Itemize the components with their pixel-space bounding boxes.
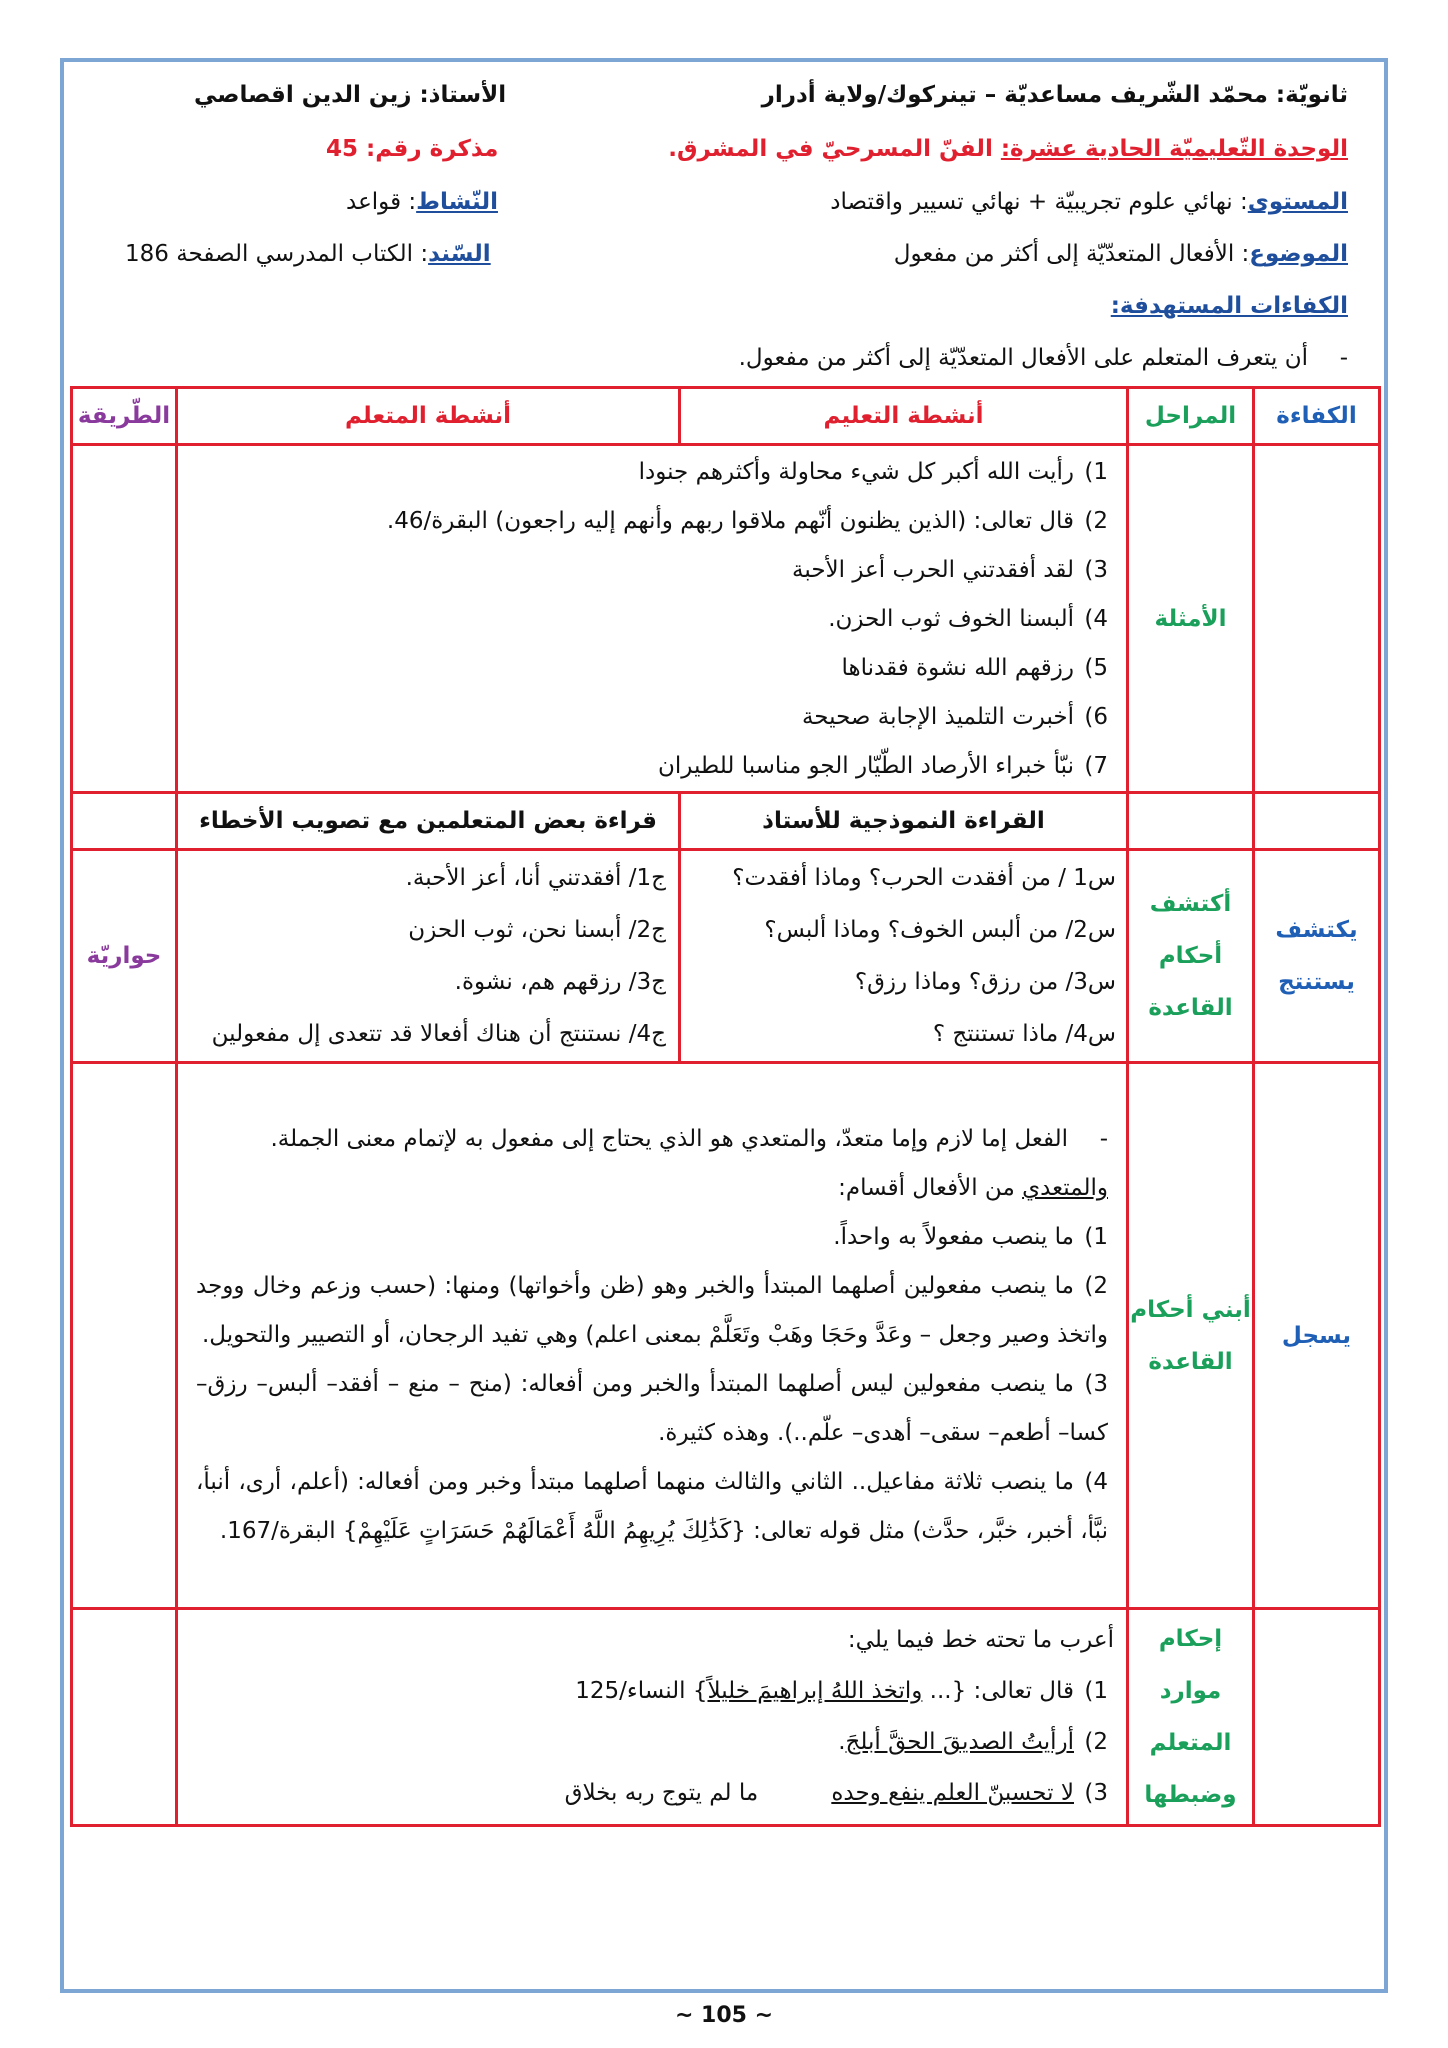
level-value: : نهائي علوم تجريبيّة + نهائي تسيير واقتصاد	[830, 189, 1248, 215]
examples-stage: الأمثلة	[1128, 445, 1254, 793]
competencies-label: الكفاءات المستهدفة:	[1110, 293, 1348, 319]
source	[125, 241, 491, 267]
reading-empty-2	[1128, 793, 1254, 850]
source-value: : الكتاب المدرسي الصفحة 186	[125, 241, 429, 267]
model-reading: القراءة النموذجية للأستاذ	[680, 793, 1128, 850]
competencies-heading	[1111, 293, 1348, 319]
practice-competency-cell	[1254, 1609, 1380, 1826]
competency-text: أن يتعرف المتعلم على الأفعال المتعدّيّة إلى أكثر من مفعول.	[738, 345, 1308, 371]
memo-value: 45	[326, 136, 359, 162]
practice-item: 3)لا تحسبنّ العلم ينفع وحده ما لم يتوج ربه بخلاق	[564, 1780, 1108, 1806]
competency-item	[739, 345, 1348, 371]
examples-competency-cell	[1254, 445, 1380, 793]
practice-item: 1)قال تعالى: {... واتخذ اللهُ إبراهيمَ خليلاً} النساء/125	[575, 1678, 1108, 1704]
discover-competency: يكتشف يستنتج	[1254, 850, 1380, 1063]
practice-cell	[177, 1609, 1128, 1826]
rule-sections-title: والمتعدي من الأفعال أقسام:	[838, 1175, 1108, 1201]
example-item: 6)أخبرت التلميذ الإجابة صحيحة	[801, 704, 1108, 730]
example-item: 7)نبّأ خبراء الأرصاد الطّيّار الجو مناسبا للطيران	[658, 753, 1108, 779]
header-teaching: أنشطة التعليم	[680, 388, 1128, 445]
build-row	[72, 1063, 1380, 1609]
practice-method-cell	[72, 1609, 177, 1826]
header-method: الطّريقة	[72, 388, 177, 445]
topic	[894, 241, 1348, 267]
build-competency: يسجل	[1254, 1063, 1380, 1609]
unit-value: الفنّ المسرحيّ في المشرق.	[668, 136, 993, 162]
question-item: س4/ ماذا تستنتج ؟	[932, 1021, 1116, 1047]
build-stage: أبني أحكام القاعدة	[1128, 1063, 1254, 1609]
question-item: س2/ من ألبس الخوف؟ وماذا ألبس؟	[764, 917, 1116, 943]
question-item: س1 / من أفقدت الحرب؟ وماذا أفقدت؟	[732, 865, 1116, 891]
rule-item: 3)ما ينصب مفعولين ليس أصلهما المبتدأ والخبر ومن أفعاله: (منح – منع – أفقد– ألبس– رزق– كسا– أطعم– سقى– أهدى– علّم..). وهذه كثيرة.	[196, 1371, 1108, 1446]
header-stages: المراحل	[1128, 388, 1254, 445]
school-name: ثانويّة: محمّد الشّريف مساعديّة – تينركوك/ولاية أدرار	[761, 82, 1348, 108]
example-item: 2)قال تعالى: (الذين يظنون أنّهم ملاقوا ربهم وأنهم إليه راجعون) البقرة/46.	[386, 508, 1108, 534]
level	[830, 189, 1348, 215]
competency-dash: -	[1339, 345, 1348, 371]
practice-instruction: أعرب ما تحته خط فيما يلي:	[847, 1627, 1114, 1653]
answer-item: ج2/ أبسنا نحن، ثوب الحزن	[408, 917, 666, 943]
topic-label: الموضوع	[1249, 241, 1348, 267]
activity-label: النّشاط	[416, 189, 498, 215]
discover-method: حواريّة	[72, 850, 177, 1063]
reading-empty-3	[72, 793, 177, 850]
discover-stage: أكتشف أحكام القاعدة	[1128, 850, 1254, 1063]
header-competency: الكفاءة	[1254, 388, 1380, 445]
answer-item: ج3/ رزقهم هم، نشوة.	[454, 969, 666, 995]
lesson-table	[70, 386, 1381, 1827]
question-item: س3/ من رزق؟ وماذا رزق؟	[854, 969, 1116, 995]
reading-row	[72, 793, 1380, 850]
page-number: ~ 105 ~	[674, 2003, 774, 2028]
example-item: 5)رزقهم الله نشوة فقدناها	[841, 655, 1108, 681]
answers-cell	[177, 850, 680, 1063]
source-label: السّند	[428, 241, 491, 267]
activity-value: : قواعد	[346, 189, 417, 215]
topic-value: : الأفعال المتعدّيّة إلى أكثر من مفعول	[893, 241, 1250, 267]
rule-item: 2)ما ينصب مفعولين أصلهما المبتدأ والخبر وهو (ظن وأخواتها) ومنها: (حسب وزعم وخال ووجد واتخذ وصير وجعل – وعَدَّ وحَجَا وهَبْ وتَعَلَّمْ بمعنى اعلم) وهي تفيد الرجحان، أو التصيير والتحويل.	[196, 1273, 1108, 1348]
rules-cell	[177, 1063, 1128, 1609]
activity	[346, 189, 498, 215]
teacher-name: الأستاذ: زين الدين اقصاصي	[194, 82, 507, 108]
example-item: 4)ألبسنا الخوف ثوب الحزن.	[828, 606, 1108, 632]
practice-stage: إحكام موارد المتعلم وضبطها	[1128, 1609, 1254, 1826]
practice-row	[72, 1609, 1380, 1826]
reading-empty-1	[1254, 793, 1380, 850]
memo-label: مذكرة رقم:	[366, 136, 499, 162]
answer-item: ج4/ نستنتج أن هناك أفعالا قد تتعدى إل مفعولين	[211, 1021, 666, 1047]
questions-cell	[680, 850, 1128, 1063]
example-item: 3)لقد أفقدتني الحرب أعز الأحبة	[792, 557, 1108, 583]
examples-method-cell	[72, 445, 177, 793]
rule-item: 4)ما ينصب ثلاثة مفاعيل.. الثاني والثالث منهما أصلهما مبتدأ وخبر ومن أفعاله: (أعلم، أرى، أنبأ، نبَّأ، أخبر، خبَّر، حدَّث) مثل قوله تعالى: {كَذَٰلِكَ يُرِيهِمُ اللَّهُ أَعْمَالَهُمْ حَسَرَاتٍ عَلَيْهِمْ} البقرة/167.	[196, 1469, 1108, 1544]
build-method-cell	[72, 1063, 177, 1609]
examples-row	[72, 445, 1380, 793]
header-learner: أنشطة المتعلم	[177, 388, 680, 445]
level-label: المستوى	[1247, 189, 1348, 215]
unit-title	[668, 136, 1348, 162]
unit-label: الوحدة التّعليميّة الحادية عشرة:	[1000, 136, 1348, 162]
answer-item: ج1/ أفقدتني أنا، أعز الأحبة.	[405, 865, 666, 891]
memo-number	[326, 136, 498, 162]
examples-cell	[177, 445, 1128, 793]
learner-reading: قراءة بعض المتعلمين مع تصويب الأخطاء	[177, 793, 680, 850]
rule-intro: -الفعل إما لازم وإما متعدّ، والمتعدي هو الذي يحتاج إلى مفعول به لإتمام معنى الجملة.	[270, 1126, 1108, 1152]
example-item: 1)رأيت الله أكبر كل شيء محاولة وأكثرهم جنودا	[638, 459, 1108, 485]
table-header-row	[72, 388, 1380, 445]
practice-item: 2)أرأيتُ الصديقَ الحقَّ أبلجَ.	[838, 1729, 1108, 1755]
rule-item: 1)ما ينصب مفعولاً به واحداً.	[833, 1224, 1108, 1250]
discover-row	[72, 850, 1380, 1063]
